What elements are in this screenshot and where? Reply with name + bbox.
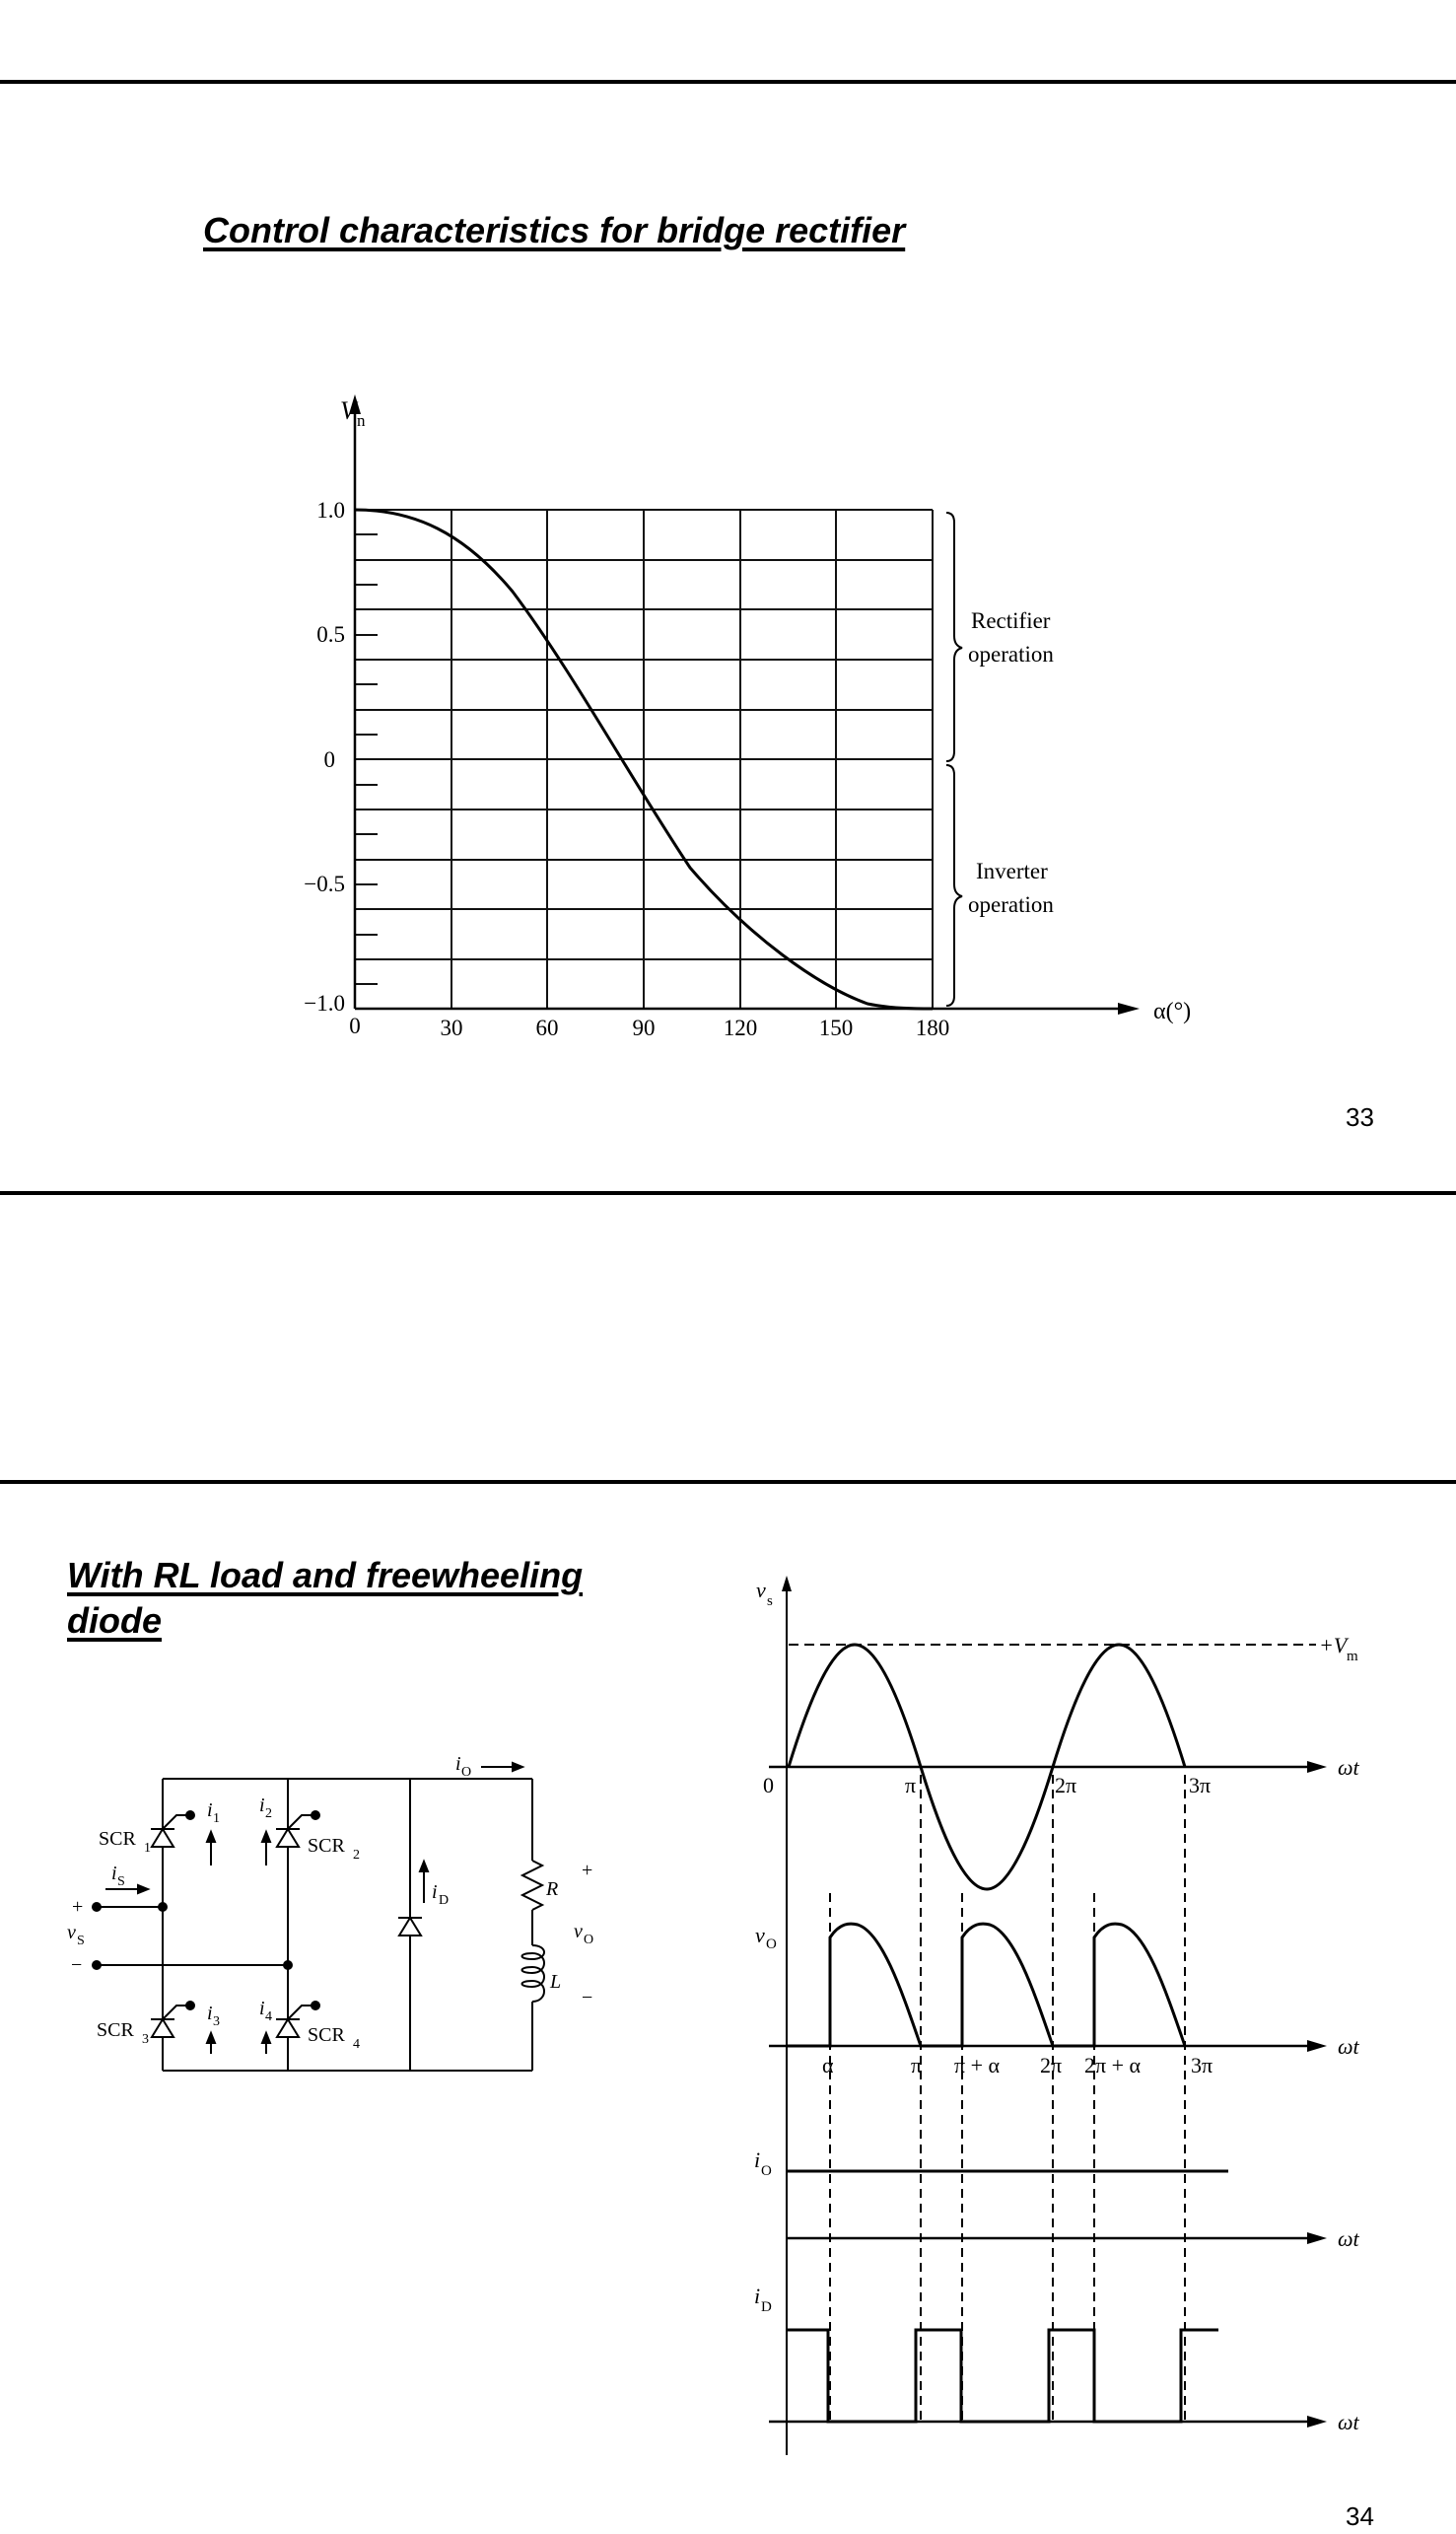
vo-tick-2pi: 2π [1040, 2053, 1063, 2077]
i1-label: i [207, 1799, 213, 1821]
svg-text:1: 1 [144, 1841, 151, 1856]
axis-arrow-icon [1307, 2040, 1327, 2052]
y-tick-neg-0.5: −0.5 [304, 872, 345, 896]
output-plus: + [582, 1860, 593, 1881]
source-plus: + [72, 1896, 84, 1918]
x-tick-30: 30 [440, 1016, 463, 1040]
io-label: i [455, 1753, 461, 1775]
svg-text:O: O [584, 1933, 594, 1947]
svg-text:2: 2 [353, 1848, 360, 1863]
slide-34-title-line1: With RL load and freewheeling [67, 1555, 584, 1595]
svg-text:S: S [77, 1934, 85, 1948]
slide-34-page-number: 34 [1346, 2501, 1374, 2531]
svg-text:S: S [117, 1874, 125, 1889]
x-tick-90: 90 [632, 1016, 656, 1040]
scr4-label: SCR [308, 2024, 345, 2046]
svg-text:O: O [766, 1936, 777, 1952]
id-label: i [432, 1881, 438, 1903]
vs-label: v [756, 1578, 766, 1602]
y-tick-1.0: 1.0 [316, 498, 345, 523]
svg-text:O: O [461, 1765, 472, 1780]
scr2-label: SCR [308, 1835, 345, 1857]
i3-label: i [207, 2003, 213, 2024]
svg-text:D: D [761, 2299, 772, 2315]
svg-text:3: 3 [142, 2032, 149, 2047]
svg-text:D: D [439, 1893, 450, 1908]
vo-label: v [755, 1923, 765, 1947]
svg-text:s: s [767, 1593, 773, 1609]
x-tick-180: 180 [915, 1016, 950, 1040]
y-axis-label: V [340, 396, 356, 425]
inverter-label-line1: Inverter [976, 859, 1048, 883]
x-tick-60: 60 [535, 1016, 559, 1040]
i2-label: i [259, 1795, 265, 1816]
y-axis-label-subscript: n [357, 411, 366, 430]
inverter-label-line2: operation [968, 892, 1054, 917]
svg-text:4: 4 [353, 2037, 360, 2052]
omega-t-label-io: ωt [1338, 2226, 1359, 2251]
vo-waveform [787, 1924, 1185, 2046]
vo-tick-3pi: 3π [1191, 2053, 1213, 2077]
output-minus: − [582, 1987, 593, 2008]
vs-tick-3pi: 3π [1189, 1773, 1212, 1797]
x-tick-120: 120 [723, 1016, 758, 1040]
vs-tick-0: 0 [763, 1773, 774, 1797]
id-label: i [754, 2284, 761, 2308]
svg-text:m: m [1347, 1649, 1358, 1664]
vs-label: v [67, 1922, 76, 1943]
slide-33-page-number: 33 [1346, 1102, 1374, 1132]
resistor-label: R [546, 1878, 559, 1900]
axis-arrow-icon [1307, 2416, 1327, 2428]
svg-text:3: 3 [213, 2014, 220, 2029]
scr3-label: SCR [97, 2019, 134, 2041]
svg-text:2: 2 [265, 1806, 272, 1821]
x-tick-150: 150 [818, 1016, 854, 1040]
rectifier-label-line1: Rectifier [971, 608, 1051, 633]
id-waveform [787, 2330, 1218, 2422]
svg-text:1: 1 [213, 1811, 220, 1826]
x-tick-0: 0 [349, 1014, 361, 1038]
y-tick-0.5: 0.5 [316, 622, 345, 647]
vo-tick-2pi-plus-alpha: 2π + α [1084, 2053, 1142, 2077]
svg-text:4: 4 [265, 2009, 272, 2024]
vs-tick-2pi: 2π [1055, 1773, 1077, 1797]
rectifier-label-line2: operation [968, 642, 1054, 667]
vo-tick-alpha: α [822, 2053, 834, 2077]
scr1-label: SCR [99, 1828, 136, 1850]
inductor-label: L [550, 1971, 562, 1993]
svg-text:O: O [761, 2163, 772, 2179]
omega-t-label-vo: ωt [1338, 2034, 1359, 2059]
io-label: i [754, 2147, 761, 2172]
vm-label: +V [1319, 1633, 1348, 1657]
vo-tick-pi-plus-alpha: π + α [954, 2053, 1001, 2077]
source-minus: − [71, 1954, 83, 1976]
axis-arrow-icon [1307, 2232, 1327, 2244]
omega-t-label-id: ωt [1338, 2410, 1359, 2434]
vo-tick-pi: π [911, 2053, 923, 2077]
is-label: i [111, 1863, 117, 1884]
y-tick-neg-1.0: −1.0 [304, 991, 345, 1016]
omega-t-label-vs: ωt [1338, 1755, 1359, 1780]
vo-label: v [574, 1921, 583, 1942]
slide-34-title-line2: diode [67, 1600, 162, 1641]
slide-33-title: Control characteristics for bridge rectifier [203, 210, 906, 250]
x-axis-label: α(°) [1153, 999, 1192, 1024]
axis-arrow-icon [1307, 1761, 1327, 1773]
i4-label: i [259, 1998, 265, 2019]
y-tick-0: 0 [323, 747, 335, 772]
vs-tick-pi: π [905, 1773, 917, 1797]
vs-axis-arrow-icon [782, 1576, 792, 1591]
